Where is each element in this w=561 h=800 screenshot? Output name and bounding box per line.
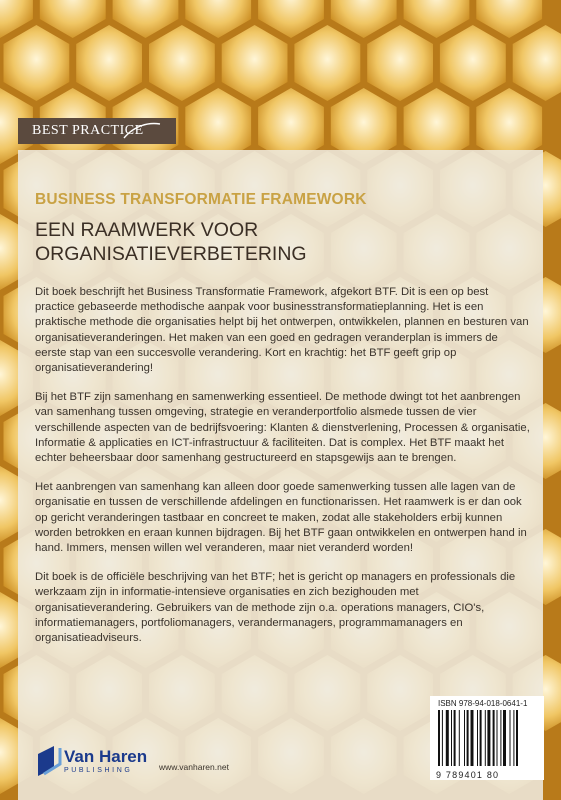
blurb-paragraph-4: Dit boek is de officiële beschrijving van het BTF; het is gericht op managers en professionals die werkzaam zijn in informatie-intensieve organisaties en zich bezighouden met organisatieverandering. Gebruikers van de methode zijn o.a. operations managers, CIO's, informatiemanagers, portfoliomanagers, verandermanagers, programmamanagers en organisatieadviseurs. [35,571,516,645]
barcode-bar [438,710,440,766]
blurb-paragraph-3: Het aanbrengen van samenhang kan alleen door goede samenwerking tussen alle lagen van de organisatie en tussen de verschillende afdelingen en functionarissen. Het raamwerk is er dan ook op gericht veranderingen tastbaar en concreet te maken, zodat alle stakeholders erbij kunnen worden betrokken en eraan kunnen bijdragen. Bij het BTF gaan ontwikkelen en ontwerpen hand in hand. Immers, mensen willen wel veranderen, maar niet veranderd worden! [35,481,527,555]
barcode-bar [459,710,460,766]
publisher-sub: PUBLISHING [64,767,133,774]
subtitle-line-1: EEN RAAMWERK VOOR [35,219,259,241]
blurb [35,285,530,660]
publisher-name: Van Haren [64,747,148,766]
barcode-bar [510,710,511,766]
barcode-bar [467,710,469,766]
isbn-text: ISBN 978-94-018-0641-1 [438,699,528,708]
barcode-bar [493,710,495,766]
barcode-bar [500,710,501,766]
barcode-bar [477,710,478,766]
barcode-bar [503,710,506,766]
barcode [438,710,538,768]
barcode-bar [442,710,443,766]
blurb-paragraph-1: Dit boek beschrijft het Business Transformatie Framework, afgekort BTF. Dit is een op best practice gebaseerde methodische aanpak voor businesstransformatieplanning. Het is een praktische methode die organisaties helpt bij het ontwerpen, ontwikkelen, plannen en besturen van organisatieveranderingen. Het maken van een goed en gedragen veranderplan is immers de eerste stap van een succesvolle verandering. Kort en krachtig: het BTF geeft grip op organisatieverandering! [35,286,529,375]
book-title: BUSINESS TRANSFORMATIE FRAMEWORK [35,191,367,208]
swash-icon [122,122,162,140]
barcode-bar [487,710,490,766]
van-haren-logo-icon [36,744,62,778]
barcode-bar [454,710,456,766]
series-label: BEST PRACTICE [32,123,144,138]
barcode-bar [471,710,474,766]
barcode-bar [516,710,518,766]
subtitle-line-2: ORGANISATIEVERBETERING [35,243,307,265]
barcode-bar [485,710,486,766]
publisher-url: www.vanharen.net [159,762,229,772]
barcode-bar [464,710,465,766]
barcode-bar [497,710,498,766]
barcode-digits: 9 789401 80 [436,770,500,780]
barcode-bar [446,710,449,766]
book-subtitle [35,218,515,266]
blurb-paragraph-2: Bij het BTF zijn samenhang en samenwerking essentieel. De methode dwingt tot het aanbrengen van samenhang tussen omgeving, strategie en veranderportfolio alsmede tussen de vier verschillende aspecten van de bedrijfsvoering: Klanten & dienstverlening, Processen & organisatie, Informatie & applicaties en ICT-infrastructuur & faciliteiten. Dat is complex. Het BTF maakt het echter beheersbaar door samenhang gestructureerd en stapsgewijs aan te brengen. [35,391,530,465]
barcode-bar [451,710,452,766]
barcode-bar [480,710,482,766]
barcode-bar [513,710,514,766]
